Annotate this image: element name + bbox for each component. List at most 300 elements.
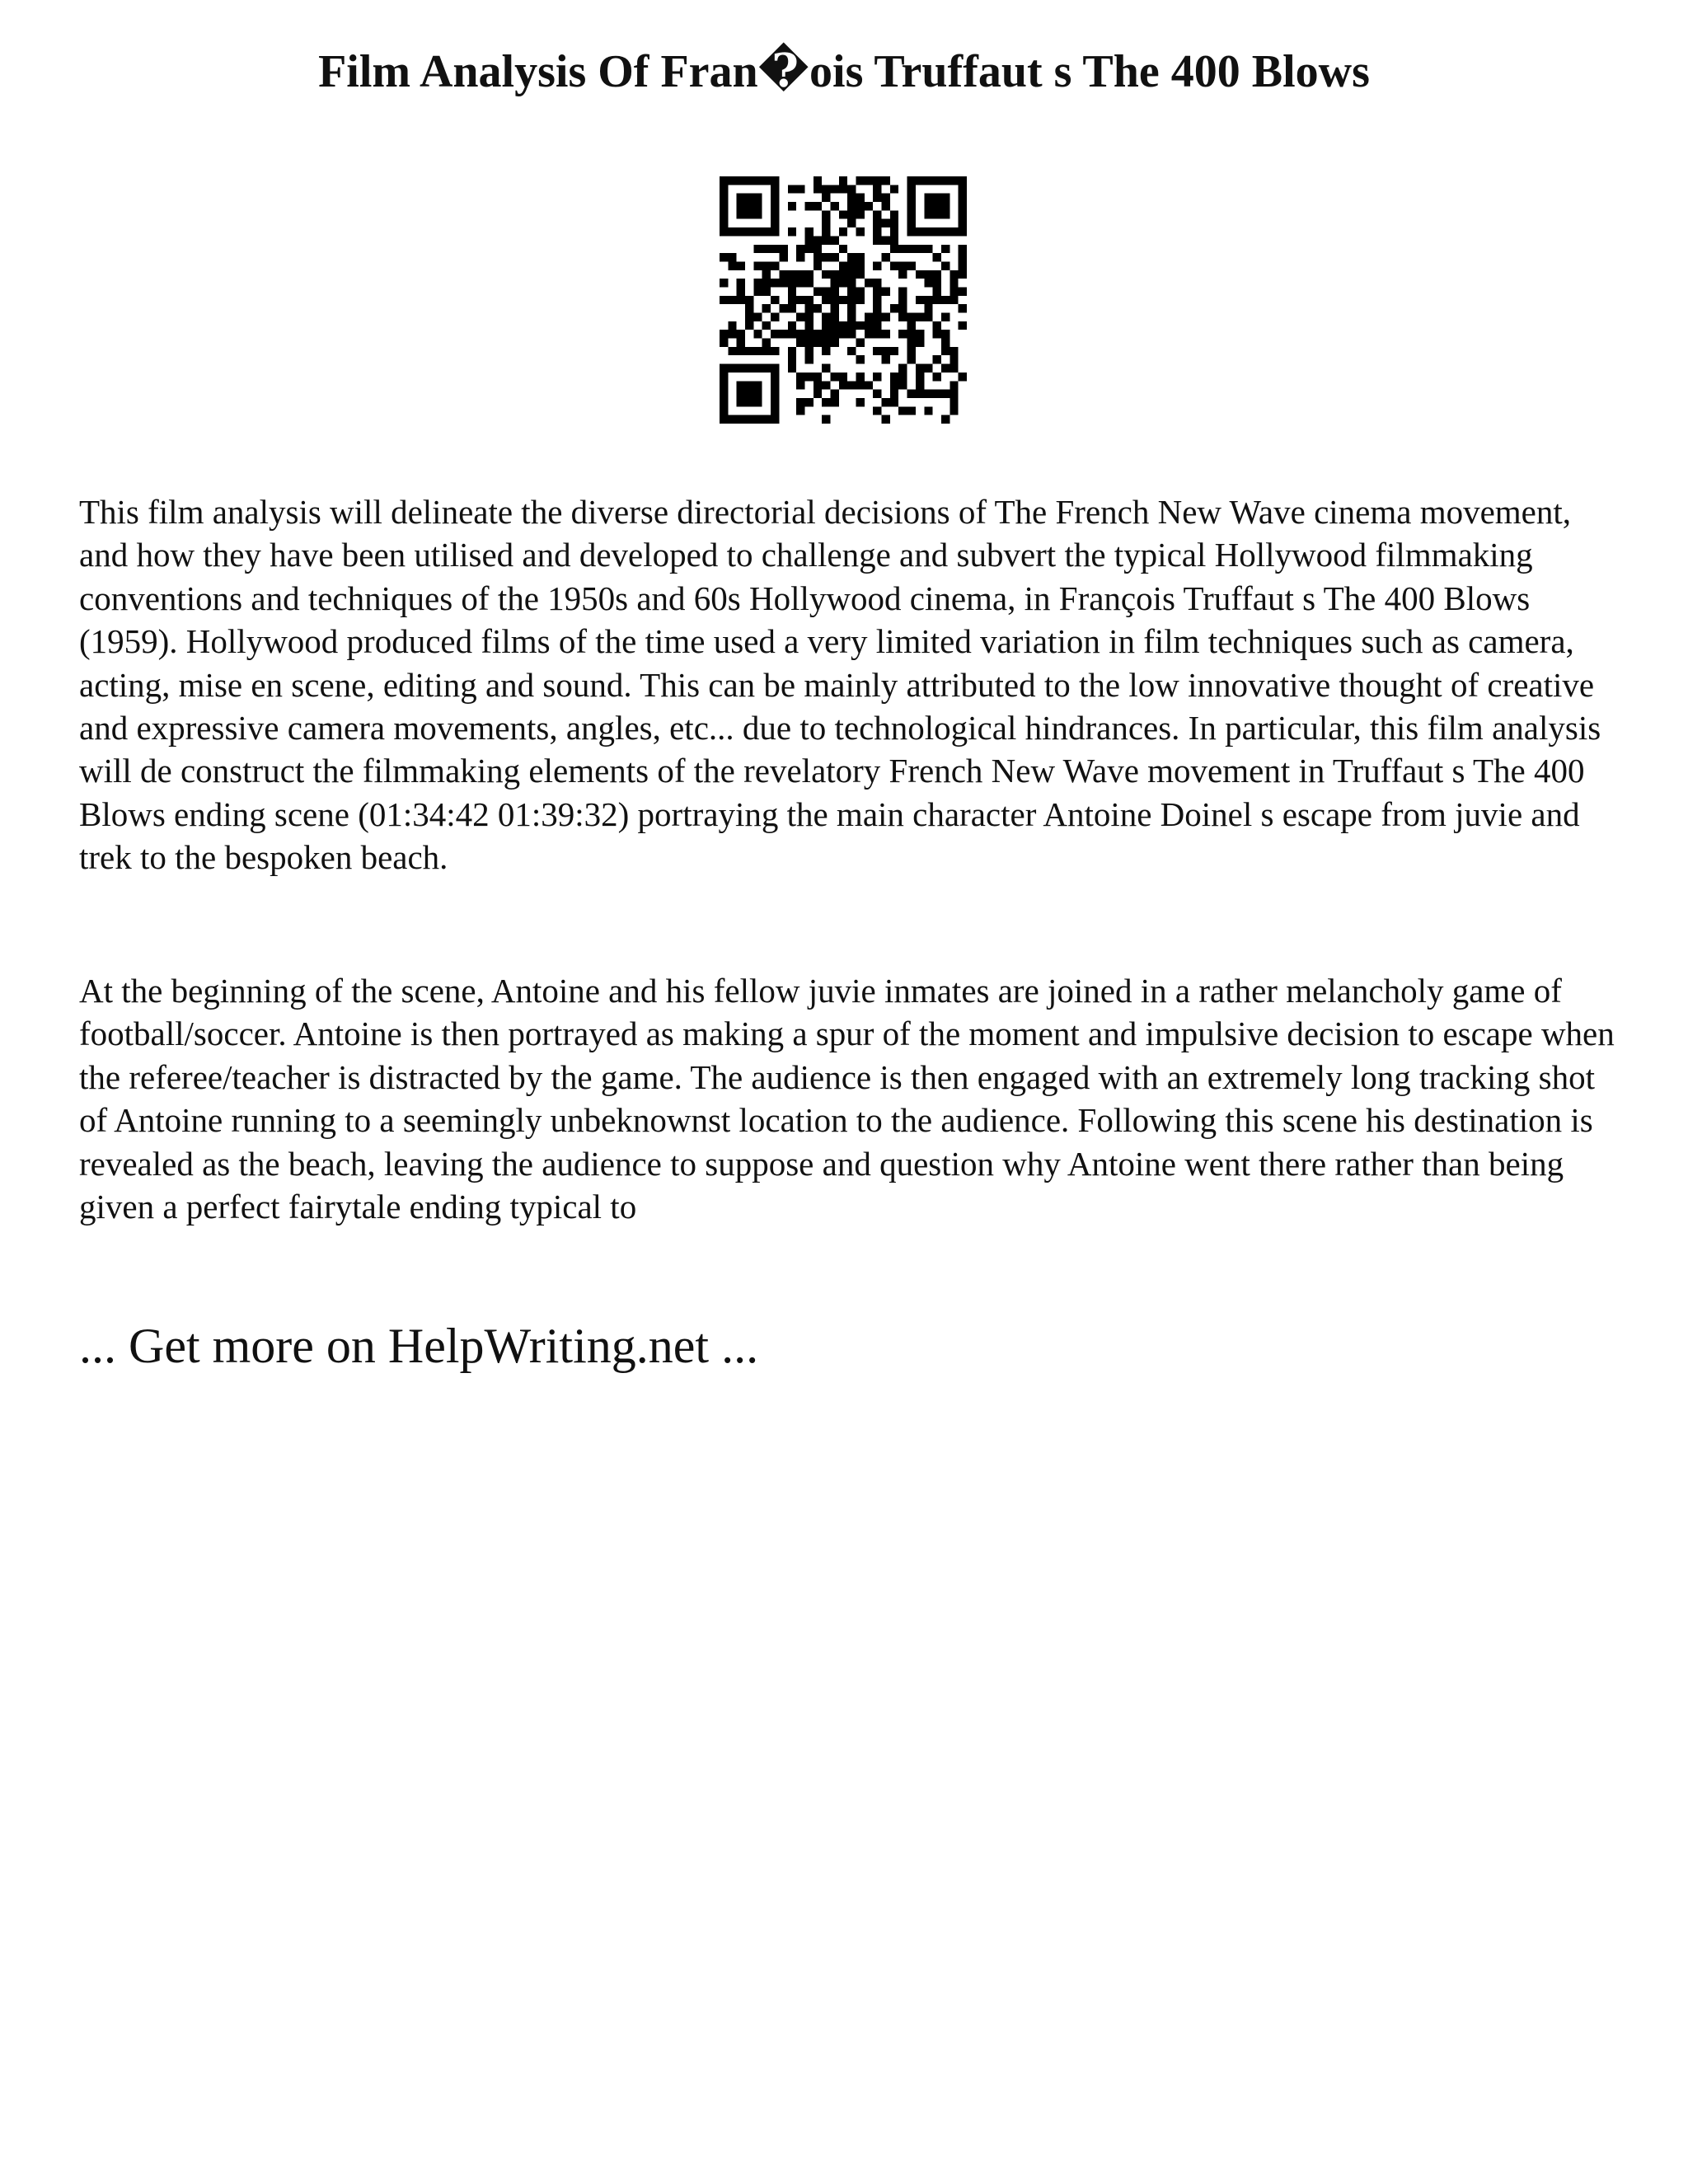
qr-module xyxy=(839,176,847,185)
qr-module xyxy=(728,176,736,185)
qr-module xyxy=(753,176,762,185)
qr-module xyxy=(882,330,890,338)
qr-module xyxy=(924,406,932,415)
qr-module xyxy=(856,321,865,330)
qr-module xyxy=(796,270,804,279)
qr-module xyxy=(762,304,771,312)
qr-code-icon xyxy=(720,176,967,424)
qr-module xyxy=(847,261,856,269)
qr-module xyxy=(822,347,830,355)
qr-module xyxy=(814,339,822,347)
qr-module xyxy=(788,296,796,304)
qr-module xyxy=(959,270,967,279)
qr-module xyxy=(822,339,830,347)
qr-module xyxy=(847,279,856,287)
qr-module xyxy=(830,296,838,304)
qr-module xyxy=(771,398,779,406)
qr-module xyxy=(924,202,932,210)
qr-module xyxy=(771,296,779,304)
qr-module xyxy=(959,194,967,202)
qr-module xyxy=(814,253,822,261)
qr-module xyxy=(898,304,907,312)
qr-module xyxy=(720,381,728,389)
qr-module xyxy=(873,304,881,312)
qr-module xyxy=(804,398,813,406)
qr-module xyxy=(916,364,924,373)
qr-module xyxy=(933,176,941,185)
qr-module xyxy=(898,330,907,338)
qr-module xyxy=(959,253,967,261)
qr-module xyxy=(916,390,924,398)
qr-module xyxy=(950,355,958,363)
qr-module xyxy=(856,202,865,210)
qr-module xyxy=(865,321,873,330)
qr-module xyxy=(737,287,745,295)
qr-module xyxy=(941,296,950,304)
get-more-link[interactable]: ... Get more on HelpWriting.net ... xyxy=(79,1319,759,1373)
qr-module xyxy=(745,415,753,424)
qr-module xyxy=(907,245,916,253)
qr-module xyxy=(839,270,847,279)
qr-module xyxy=(907,390,916,398)
qr-module xyxy=(720,279,728,287)
qr-module xyxy=(762,245,771,253)
qr-module xyxy=(941,176,950,185)
qr-module xyxy=(890,236,898,244)
qr-module xyxy=(771,390,779,398)
qr-module xyxy=(907,321,916,330)
qr-module xyxy=(907,176,916,185)
qr-module xyxy=(856,398,865,406)
qr-module xyxy=(814,304,822,312)
qr-module xyxy=(804,202,813,210)
qr-module xyxy=(924,227,932,236)
qr-module xyxy=(933,279,941,287)
qr-module xyxy=(839,245,847,253)
qr-module xyxy=(882,202,890,210)
qr-module xyxy=(753,261,762,269)
qr-module xyxy=(856,355,865,363)
qr-module xyxy=(847,330,856,338)
qr-module xyxy=(959,304,967,312)
qr-module xyxy=(950,287,958,295)
qr-module xyxy=(728,261,736,269)
qr-module xyxy=(753,398,762,406)
qr-module xyxy=(890,219,898,227)
qr-module xyxy=(771,373,779,381)
qr-module xyxy=(830,279,838,287)
qr-module xyxy=(916,373,924,381)
qr-module xyxy=(882,176,890,185)
qr-module xyxy=(847,219,856,227)
qr-module xyxy=(907,339,916,347)
qr-module xyxy=(847,347,856,355)
qr-module xyxy=(907,261,916,269)
qr-module xyxy=(720,339,728,347)
qr-module xyxy=(950,279,958,287)
qr-module xyxy=(745,313,753,321)
qr-module xyxy=(924,390,932,398)
qr-module xyxy=(898,406,907,415)
qr-module xyxy=(916,296,924,304)
qr-module xyxy=(822,296,830,304)
qr-module xyxy=(830,373,838,381)
qr-module xyxy=(882,236,890,244)
qr-module xyxy=(720,176,728,185)
qr-module xyxy=(941,339,950,347)
qr-module xyxy=(890,381,898,389)
qr-module xyxy=(916,227,924,236)
qr-module xyxy=(916,339,924,347)
qr-module xyxy=(720,185,728,193)
qr-module xyxy=(745,202,753,210)
qr-module xyxy=(822,321,830,330)
qr-module xyxy=(847,253,856,261)
qr-module xyxy=(771,330,779,338)
qr-module xyxy=(865,381,873,389)
qr-module xyxy=(779,245,787,253)
qr-module xyxy=(796,398,804,406)
qr-module xyxy=(762,261,771,269)
qr-module xyxy=(753,210,762,218)
qr-module xyxy=(796,330,804,338)
qr-module xyxy=(728,253,736,261)
qr-module xyxy=(771,279,779,287)
qr-module xyxy=(753,227,762,236)
qr-module xyxy=(959,261,967,269)
qr-module xyxy=(950,270,958,279)
qr-module xyxy=(762,227,771,236)
qr-module xyxy=(873,261,881,269)
qr-module xyxy=(804,296,813,304)
qr-module xyxy=(933,253,941,261)
qr-module xyxy=(737,339,745,347)
qr-module xyxy=(830,321,838,330)
qr-module xyxy=(804,245,813,253)
qr-module xyxy=(745,227,753,236)
qr-module xyxy=(822,236,830,244)
qr-module xyxy=(788,364,796,373)
qr-module xyxy=(839,373,847,381)
qr-module xyxy=(924,210,932,218)
qr-module xyxy=(933,321,941,330)
qr-module xyxy=(890,245,898,253)
qr-module xyxy=(856,176,865,185)
qr-module xyxy=(898,364,907,373)
qr-module xyxy=(907,347,916,355)
qr-module xyxy=(745,398,753,406)
qr-module xyxy=(745,194,753,202)
qr-module xyxy=(873,330,881,338)
qr-module xyxy=(916,270,924,279)
qr-module xyxy=(890,261,898,269)
qr-module xyxy=(959,245,967,253)
qr-module xyxy=(933,355,941,363)
qr-module xyxy=(771,381,779,389)
qr-module xyxy=(814,176,822,185)
qr-module xyxy=(847,381,856,389)
qr-module xyxy=(796,279,804,287)
qr-module xyxy=(745,390,753,398)
qr-module xyxy=(822,415,830,424)
qr-module xyxy=(959,185,967,193)
qr-module xyxy=(779,304,787,312)
qr-module xyxy=(771,415,779,424)
qr-module xyxy=(873,185,881,193)
qr-module xyxy=(720,253,728,261)
qr-module xyxy=(788,227,796,236)
qr-module xyxy=(728,296,736,304)
qr-module xyxy=(847,210,856,218)
qr-module xyxy=(924,304,932,312)
qr-module xyxy=(804,313,813,321)
qr-module xyxy=(873,390,881,398)
qr-module xyxy=(950,176,958,185)
qr-module xyxy=(814,373,822,381)
qr-module xyxy=(847,304,856,312)
qr-module xyxy=(941,194,950,202)
qr-module xyxy=(822,253,830,261)
paragraph-scene: At the beginning of the scene, Antoine and his fellow juvie inmates are joined in a rather melancholy game of football/soccer. Antoine is then portrayed as making a spur of the moment and impulsive decision to escape when the referee/teacher is distracted by the game. The audience is then engaged with an extremely long tracking shot of Antoine running to a seemingly unbeknownst location to the audience. Following this scene his destination is revealed as the beach, leaving the audience to suppose and question why Antoine went there rather than being given a perfect fairytale ending typical to xyxy=(79,972,1615,1226)
qr-module xyxy=(898,270,907,279)
qr-module xyxy=(898,313,907,321)
qr-module xyxy=(890,185,898,193)
qr-module xyxy=(796,185,804,193)
qr-module xyxy=(916,176,924,185)
qr-module xyxy=(941,245,950,253)
qr-module xyxy=(882,347,890,355)
qr-module xyxy=(959,210,967,218)
qr-module xyxy=(762,339,771,347)
qr-module xyxy=(830,287,838,295)
qr-module xyxy=(847,202,856,210)
qr-module xyxy=(898,245,907,253)
qr-module xyxy=(959,287,967,295)
qr-module xyxy=(933,296,941,304)
qr-module xyxy=(830,330,838,338)
qr-module xyxy=(856,194,865,202)
qr-module xyxy=(720,373,728,381)
qr-module xyxy=(950,390,958,398)
qr-module xyxy=(847,313,856,321)
qr-module xyxy=(814,202,822,210)
qr-module xyxy=(933,270,941,279)
qr-module xyxy=(839,330,847,338)
qr-module xyxy=(830,185,838,193)
qr-module xyxy=(737,202,745,210)
qr-module xyxy=(933,227,941,236)
qr-module xyxy=(941,415,950,424)
qr-module xyxy=(890,347,898,355)
qr-module xyxy=(720,390,728,398)
qr-module xyxy=(830,202,838,210)
qr-module xyxy=(745,364,753,373)
qr-module xyxy=(762,279,771,287)
qr-module xyxy=(941,227,950,236)
qr-module xyxy=(933,373,941,381)
qr-module xyxy=(847,321,856,330)
qr-module xyxy=(728,227,736,236)
qr-module xyxy=(737,194,745,202)
qr-module xyxy=(737,210,745,218)
qr-module xyxy=(745,321,753,330)
qr-module xyxy=(873,210,881,218)
qr-module xyxy=(728,330,736,338)
qr-module xyxy=(796,406,804,415)
qr-module xyxy=(856,381,865,389)
qr-module xyxy=(720,398,728,406)
qr-module xyxy=(898,373,907,381)
qr-module xyxy=(847,296,856,304)
qr-module xyxy=(804,236,813,244)
qr-module xyxy=(924,296,932,304)
qr-module xyxy=(737,176,745,185)
qr-module xyxy=(822,313,830,321)
qr-module xyxy=(753,381,762,389)
qr-module xyxy=(753,415,762,424)
qr-module xyxy=(933,210,941,218)
qr-module xyxy=(737,227,745,236)
qr-module xyxy=(890,210,898,218)
qr-module xyxy=(941,261,950,269)
qr-module xyxy=(720,219,728,227)
qr-module xyxy=(959,227,967,236)
qr-module xyxy=(907,313,916,321)
qr-module xyxy=(933,194,941,202)
qr-module xyxy=(873,227,881,236)
qr-module xyxy=(745,210,753,218)
qr-module xyxy=(882,219,890,227)
qr-module xyxy=(753,364,762,373)
qr-module xyxy=(788,279,796,287)
qr-module xyxy=(839,261,847,269)
qr-module xyxy=(950,364,958,373)
qr-module xyxy=(779,330,787,338)
qr-module xyxy=(814,381,822,389)
qr-module xyxy=(822,364,830,373)
qr-module xyxy=(959,219,967,227)
qr-module xyxy=(745,304,753,312)
qr-module xyxy=(907,219,916,227)
qr-module xyxy=(856,261,865,269)
qr-module xyxy=(720,406,728,415)
qr-module xyxy=(839,279,847,287)
qr-module xyxy=(907,185,916,193)
qr-module xyxy=(959,202,967,210)
qr-module xyxy=(822,219,830,227)
qr-module xyxy=(720,202,728,210)
qr-module xyxy=(856,227,865,236)
qr-module xyxy=(745,296,753,304)
qr-module xyxy=(933,390,941,398)
qr-module xyxy=(873,236,881,244)
qr-module xyxy=(753,245,762,253)
qr-module xyxy=(728,321,736,330)
qr-module xyxy=(814,287,822,295)
qr-module xyxy=(796,253,804,261)
qr-module xyxy=(933,330,941,338)
qr-module xyxy=(762,364,771,373)
qr-module xyxy=(771,313,779,321)
qr-module xyxy=(907,202,916,210)
qr-module xyxy=(907,355,916,363)
qr-module xyxy=(753,347,762,355)
qr-module xyxy=(804,355,813,363)
qr-module xyxy=(788,304,796,312)
qr-module xyxy=(941,330,950,338)
qr-module xyxy=(941,390,950,398)
qr-module xyxy=(847,194,856,202)
qr-module xyxy=(737,364,745,373)
qr-module xyxy=(771,202,779,210)
qr-module xyxy=(950,406,958,415)
qr-module xyxy=(882,313,890,321)
qr-module xyxy=(814,245,822,253)
qr-module xyxy=(830,236,838,244)
qr-module xyxy=(856,270,865,279)
qr-module xyxy=(822,210,830,218)
qr-module xyxy=(839,296,847,304)
qr-module xyxy=(804,304,813,312)
qr-module xyxy=(865,313,873,321)
qr-module xyxy=(762,176,771,185)
qr-module xyxy=(814,390,822,398)
qr-module xyxy=(796,245,804,253)
qr-module xyxy=(762,347,771,355)
qr-module xyxy=(788,321,796,330)
qr-module xyxy=(907,330,916,338)
qr-module xyxy=(771,185,779,193)
qr-module xyxy=(924,245,932,253)
qr-module xyxy=(737,261,745,269)
qr-module xyxy=(924,270,932,279)
qr-module xyxy=(737,390,745,398)
qr-module xyxy=(788,287,796,295)
qr-module xyxy=(779,279,787,287)
qr-module xyxy=(822,270,830,279)
qr-module xyxy=(822,227,830,236)
qr-module xyxy=(804,321,813,330)
qr-module xyxy=(839,381,847,389)
qr-module xyxy=(779,253,787,261)
qr-module xyxy=(753,202,762,210)
qr-module xyxy=(804,339,813,347)
qr-module xyxy=(796,373,804,381)
qr-module xyxy=(873,296,881,304)
qr-module xyxy=(873,313,881,321)
qr-module xyxy=(788,330,796,338)
qr-module xyxy=(737,347,745,355)
qr-module xyxy=(762,270,771,279)
qr-module xyxy=(865,330,873,338)
qr-module xyxy=(762,287,771,295)
qr-module xyxy=(830,270,838,279)
qr-module xyxy=(898,287,907,295)
qr-module xyxy=(779,270,787,279)
qr-module xyxy=(830,253,838,261)
qr-module xyxy=(830,313,838,321)
qr-module xyxy=(950,381,958,389)
qr-module xyxy=(873,347,881,355)
qr-module xyxy=(753,330,762,338)
qr-module xyxy=(822,330,830,338)
qr-module xyxy=(890,390,898,398)
qr-module xyxy=(924,313,932,321)
qr-module xyxy=(839,185,847,193)
qr-module xyxy=(865,279,873,287)
qr-module xyxy=(959,373,967,381)
qr-module xyxy=(771,210,779,218)
